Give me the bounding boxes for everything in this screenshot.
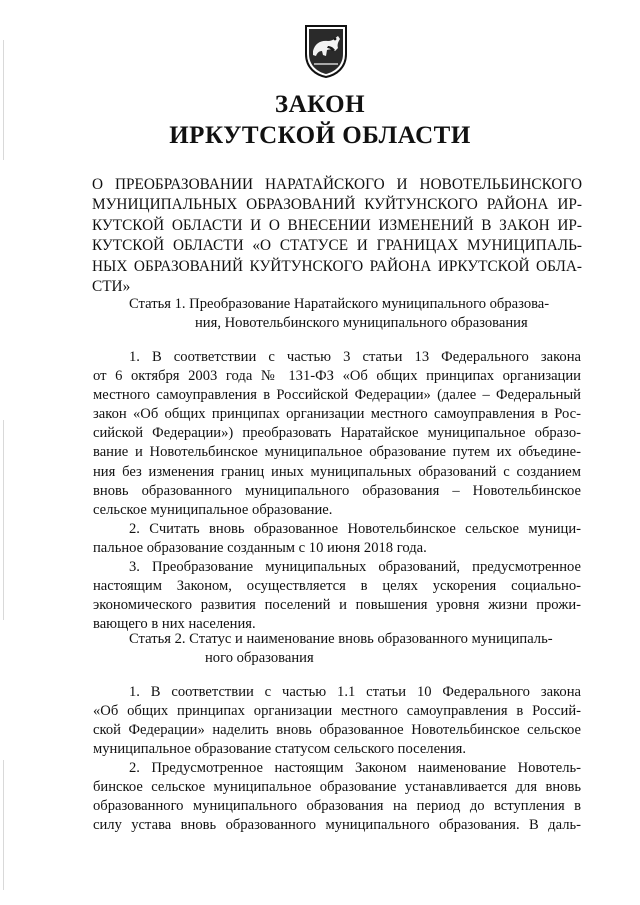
- scan-edge-mark: [3, 420, 4, 620]
- paragraph-line: экономического развития поселений и повышения уровня жизни прожи-: [93, 597, 581, 614]
- subject-line: О ПРЕОБРАЗОВАНИИ НАРАТАЙСКОГО И НОВОТЕЛЬБИНСКОГО: [92, 176, 582, 193]
- paragraph-line: сельское муниципальное образование.: [93, 501, 333, 518]
- subject-line: КУТСКОЙ ОБЛАСТИ И О ВНЕСЕНИИ ИЗМЕНЕНИЙ В ЗАКОН ИР-: [92, 216, 582, 234]
- article-2-heading: [129, 630, 553, 668]
- paragraph-line: от 6 октября 2003 года № 131-ФЗ «Об общих принципах организации: [93, 368, 581, 385]
- paragraph-line: вающего в них населения.: [93, 616, 256, 633]
- article-2-paragraph-1: [93, 683, 581, 759]
- paragraph-line: настоящим Законом, осуществляется в целях ускорения социально-: [93, 578, 581, 595]
- law-region-title: ИРКУТСКОЙ ОБЛАСТИ: [169, 122, 471, 149]
- article-heading-line: ния, Новотельбинского муниципального образования: [195, 315, 528, 331]
- paragraph-line: сийской Федерации») преобразовать Наратайское муниципальное образо-: [93, 425, 581, 442]
- paragraph-line: силу устава вновь образованного муниципального образования. В даль-: [93, 817, 581, 834]
- paragraph-line: 1. В соответствии с частью 1.1 статьи 10 Федерального закона: [129, 684, 581, 700]
- paragraph-line: вновь образованного муниципального образования – Новотельбинское: [93, 482, 581, 499]
- article-1-heading: [129, 295, 549, 333]
- paragraph-line: «Об общих принципах организации местного самоуправления в Россий-: [93, 703, 581, 720]
- law-subject: [92, 175, 582, 297]
- paragraph-line: 2. Считать вновь образованное Новотельбинское сельское муници-: [129, 521, 581, 537]
- irkutsk-coat-of-arms-icon: [304, 24, 348, 78]
- law-title: ЗАКОН: [274, 91, 366, 118]
- paragraph-line: бинское сельское муниципальное образование устанавливается для вновь: [93, 779, 581, 796]
- scan-edge-mark: [3, 760, 4, 890]
- paragraph-line: ской Федерации» наделить вновь образованное Новотельбинское сельское: [93, 722, 581, 739]
- article-1-paragraph-3: [93, 558, 581, 634]
- paragraph-line: 1. В соответствии с частью 3 статьи 13 Федерального закона: [129, 349, 581, 365]
- subject-line: МУНИЦИПАЛЬНЫХ ОБРАЗОВАНИЙ КУЙТУНСКОГО РАЙОНА ИР-: [92, 196, 582, 214]
- paragraph-line: образованного муниципального образования на период до вступления в: [93, 798, 581, 815]
- paragraph-line: местного самоуправления в Российской Федерации» (далее – Федеральный: [93, 387, 581, 404]
- paragraph-line: 2. Предусмотренное настоящим Законом наименование Новотель-: [129, 760, 581, 776]
- paragraph-line: пальное образование созданным с 10 июня 2018 года.: [93, 540, 427, 557]
- subject-line: НЫХ ОБРАЗОВАНИЙ КУЙТУНСКОГО РАЙОНА ИРКУТСКОЙ ОБЛА-: [92, 257, 582, 275]
- article-heading-line: Статья 1. Преобразование Наратайского муниципального образова-: [129, 296, 550, 312]
- article-1-paragraph-1: [93, 348, 581, 520]
- paragraph-line: вание и Новотельбинское муниципальное образование путем их объедине-: [93, 444, 581, 461]
- article-heading-line: Статья 2. Статус и наименование вновь образованного муниципаль-: [129, 631, 553, 647]
- article-heading-line: ного образования: [205, 650, 314, 666]
- paragraph-line: муниципальное образование статусом сельского поселения.: [93, 741, 467, 758]
- subject-line: КУТСКОЙ ОБЛАСТИ «О СТАТУСЕ И ГРАНИЦАХ МУНИЦИПАЛЬ-: [92, 237, 582, 255]
- paragraph-line: 3. Преобразование муниципальных образований, предусмотренное: [129, 559, 581, 575]
- paragraph-line: ния без изменения границ иных муниципальных образований с созданием: [93, 463, 581, 480]
- paragraph-line: закон «Об общих принципах организации местного самоуправления в Рос-: [93, 406, 581, 423]
- article-1-paragraph-2: [93, 520, 581, 558]
- article-2-paragraph-2: [93, 759, 581, 835]
- subject-line: СТИ»: [92, 277, 131, 295]
